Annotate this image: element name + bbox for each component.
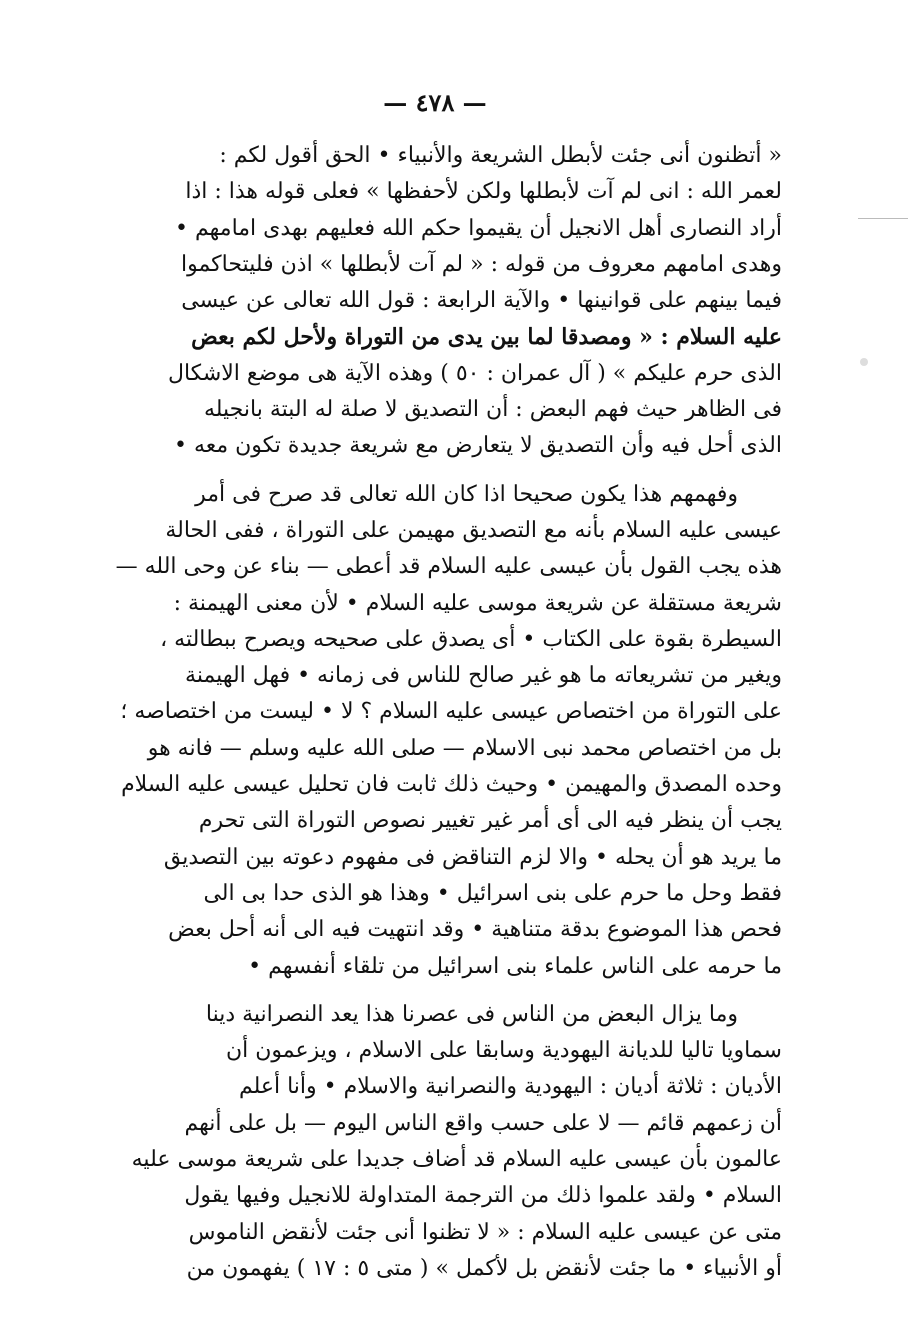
text-line: أو الأنبياء • ما جئت لأنقض بل لأكمل » ( متى ٥ : ١٧ ) يفهمون من bbox=[186, 1255, 782, 1281]
text-line: متى عن عيسى عليه السلام : « لا تظنوا أنى جئت لأنقض الناموس bbox=[188, 1219, 782, 1245]
paragraph-3 bbox=[92, 997, 782, 1287]
margin-scan-speck bbox=[860, 358, 868, 366]
text-line: فقط وحل ما حرم على بنى اسرائيل • وهذا هو الذى حدا بى الى bbox=[203, 880, 782, 906]
text-line: عليه السلام : « ومصدقا لما بين يدى من التوراة ولأحل لكم بعض bbox=[191, 324, 782, 351]
text-line: هذه يجب القول بأن عيسى عليه السلام قد أعطى — بناء عن وحى الله — bbox=[115, 554, 782, 580]
text-line: وفهمهم هذا يكون صحيحا اذا كان الله تعالى قد صرح فى أمر bbox=[195, 481, 738, 507]
paragraph-1 bbox=[92, 138, 782, 465]
text-line: السيطرة بقوة على الكتاب • أى يصدق على صحيحه ويصرح ببطالته ، bbox=[160, 626, 782, 652]
text-line: الأديان : ثلاثة أديان : اليهودية والنصرانية والاسلام • وأنا أعلم bbox=[238, 1074, 782, 1100]
text-line: الذى أحل فيه وأن التصديق لا يتعارض مع شريعة جديدة تكون معه • bbox=[173, 433, 782, 459]
text-line: ما يريد هو أن يحله • والا لزم التناقض فى مفهوم دعوته بين التصديق bbox=[163, 844, 782, 870]
text-line: ما حرمه على الناس علماء بنى اسرائيل من تلقاء أنفسهم • bbox=[248, 953, 782, 979]
body-text bbox=[92, 138, 782, 1287]
text-line: أن زعمهم قائم — لا على حسب واقع الناس اليوم — بل على أنهم bbox=[184, 1110, 782, 1136]
text-line: عيسى عليه السلام بأنه مع التصديق مهيمن على التوراة ، ففى الحالة bbox=[165, 517, 782, 543]
text-line: عالمون بأن عيسى عليه السلام قد أضاف جديدا على شريعة موسى عليه bbox=[131, 1147, 782, 1173]
text-line: فى الظاهر حيث فهم البعض : أن التصديق لا صلة له البتة بانجيله bbox=[203, 397, 782, 423]
text-line: أراد النصارى أهل الانجيل أن يقيموا حكم الله فعليهم بهدى امامهم • bbox=[175, 215, 782, 241]
text-line: لعمر الله : انى لم آت لأبطلها ولكن لأحفظها » فعلى قوله هذا : اذا bbox=[185, 179, 782, 205]
text-line: وحده المصدق والمهيمن • وحيث ذلك ثابت فان تحليل عيسى عليه السلام bbox=[121, 772, 782, 798]
text-line: فحص هذا الموضوع بدقة متناهية • وقد انتهيت فيه الى أنه أحل بعض bbox=[168, 917, 782, 943]
text-line: الذى حرم عليكم » ( آل عمران : ٥٠ ) وهذه الآية هى موضع الاشكال bbox=[167, 360, 782, 386]
text-line: ويغير من تشريعاته ما هو غير صالح للناس فى زمانه • فهل الهيمنة bbox=[185, 663, 782, 689]
text-line: شريعة مستقلة عن شريعة موسى عليه السلام • لأن معنى الهيمنة : bbox=[173, 590, 782, 616]
text-line: وما يزال البعض من الناس فى عصرنا هذا يعد النصرانية دينا bbox=[205, 1001, 738, 1027]
text-line: على التوراة من اختصاص عيسى عليه السلام ؟ لا • ليست من اختصاصه ؛ bbox=[120, 699, 782, 725]
text-line: فيما بينهم على قوانينها • والآية الرابعة : قول الله تعالى عن عيسى bbox=[181, 288, 782, 314]
text-line: بل من اختصاص محمد نبى الاسلام — صلى الله عليه وسلم — فانه هو bbox=[147, 735, 782, 761]
paragraph-2 bbox=[92, 477, 782, 985]
text-line: « أتظنون أنى جئت لأبطل الشريعة والأنبياء • الحق أقول لكم : bbox=[219, 143, 782, 168]
text-line: وهدى امامهم معروف من قوله : « لم آت لأبطلها » اذن فليتحاكموا bbox=[180, 251, 782, 277]
margin-scan-mark bbox=[858, 218, 908, 219]
text-line: السلام • ولقد علموا ذلك من الترجمة المتداولة للانجيل وفيها يقول bbox=[184, 1183, 782, 1209]
text-line: سماويا تاليا للديانة اليهودية وسابقا على الاسلام ، ويزعمون أن bbox=[226, 1038, 782, 1064]
text-line: يجب أن ينظر فيه الى أى أمر غير تغيير نصوص التوراة التى تحرم bbox=[198, 808, 782, 834]
page-number: — ٤٧٨ — bbox=[383, 88, 487, 117]
